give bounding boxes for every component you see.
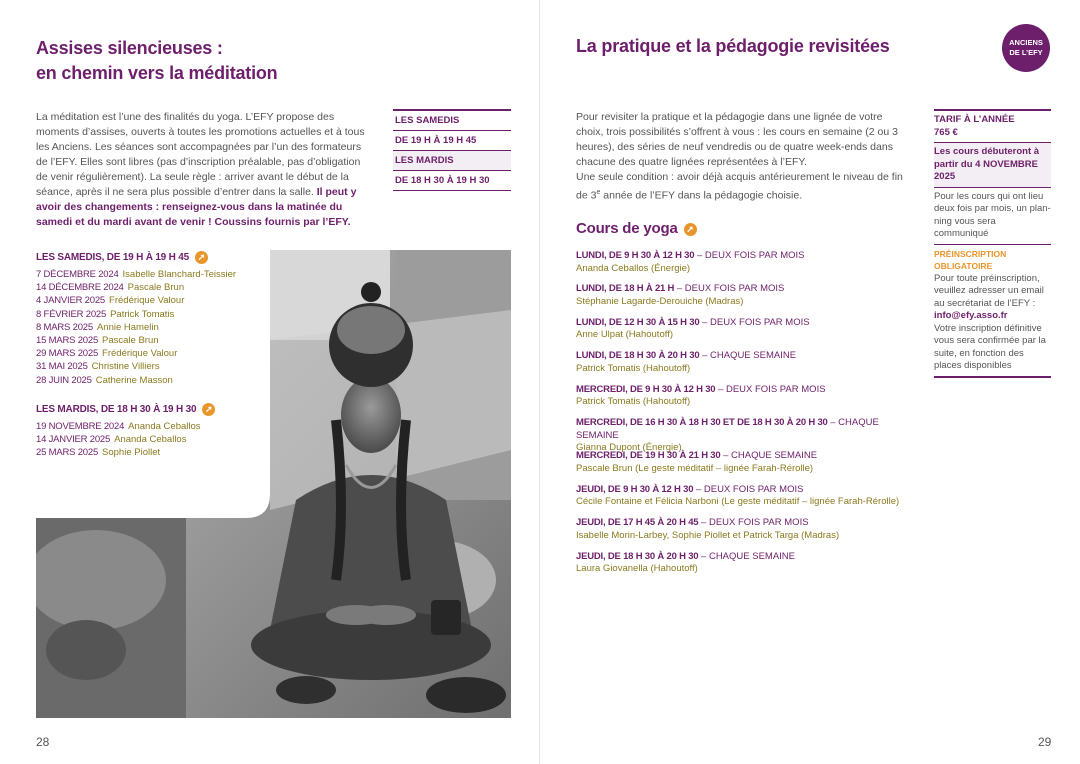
schedule-date: 8 FÉVRIER 2025 (36, 308, 107, 320)
email-link[interactable]: info@efy.asso.fr (934, 310, 1008, 321)
course-time: LUNDI, DE 12 H 30 À 15 H 30 (576, 316, 700, 328)
course-frequency: – DEUX FOIS PAR MOIS (698, 517, 809, 529)
tarif-value: 765 € (934, 126, 958, 138)
meditating-sadhu-photo (36, 250, 511, 718)
courses-heading (576, 218, 697, 240)
course-frequency: – CHAQUE SEMAINE (699, 350, 797, 362)
box-row-tuesday-time: DE 18 H 30 À 19 H 30 (393, 171, 511, 191)
course-item (576, 417, 916, 455)
course-time: JEUDI, DE 9 H 30 À 12 H 30 (576, 483, 694, 495)
schedule-teacher: Pascale Brun (127, 282, 185, 294)
course-teacher: Isabelle Morin-Larbey, Sophie Piollet et Patrick Targa (Madras) (576, 529, 840, 541)
schedule-date: 28 JUIN 2025 (36, 374, 92, 386)
course-teacher: Stéphanie Lagarde-Derouiche (Madras) (576, 295, 744, 307)
schedule-teacher: Frédérique Valour (102, 348, 178, 360)
course-time: LUNDI, DE 9 H 30 À 12 H 30 (576, 250, 695, 261)
page-number-right: 29 (1038, 735, 1052, 749)
course-item (576, 517, 916, 542)
schedule-date: 14 DÉCEMBRE 2024 (36, 282, 124, 294)
schedule-teacher: Annie Hamelin (96, 321, 159, 333)
left-warning-text: Il peut y avoir des changements : renseignez-vous dans la matinée du samedi et du mardi avant de venir ! Coussins fournis par l’EFY. (36, 186, 357, 228)
course-item (576, 317, 916, 342)
course-time: JEUDI, DE 18 H 30 À 20 H 30 (576, 550, 699, 562)
schedule-teacher: Frédérique Valour (109, 295, 185, 307)
schedule-teacher: Christine Villiers (91, 361, 160, 373)
course-time: MERCREDI, DE 9 H 30 À 12 H 30 (576, 383, 716, 395)
course-item (576, 350, 916, 375)
schedule-date: 8 MARS 2025 (36, 321, 93, 333)
left-intro-text: La méditation est l’une des finalités du yoga. L’EFY propose des moments d’assises, ouverts à toutes les promotions actuelles et à tous les Anciens. Les séances sont accompagnées par l’un des formateurs de l’EFY. Elles sont libres (pas d’inscription préalable, pas d’obligation de venir régulièrement). La seule règle : arriver avant le début de la séance, après il ne sera plus possible d’entrer dans la salle. (36, 111, 365, 198)
course-schedule (576, 450, 916, 463)
course-frequency: – CHAQUE SEMAINE (720, 450, 818, 462)
course-teacher: Ananda Ceballos (Énergie) (576, 262, 691, 274)
course-time: JEUDI, DE 17 H 45 À 20 H 45 (576, 517, 699, 529)
condition-superscript: e (596, 189, 601, 196)
course-frequency: – DEUX FOIS PAR MOIS (674, 283, 785, 295)
course-frequency: – DEUX FOIS PAR MOIS (715, 383, 826, 395)
schedule-note: Pour les cours qui ont lieu deux fois par mois, un plan-ning vous sera communiqué (934, 188, 1051, 245)
schedule-teacher: Pascale Brun (102, 335, 159, 347)
course-item (576, 484, 916, 509)
preinscription-label: PRÉINSCRIPTION OBLIGATOIRE (934, 248, 1007, 271)
condition-text-end: année de l’EFY dans la pédagogie choisie. (600, 189, 803, 202)
schedule-teacher: Catherine Masson (95, 374, 173, 386)
course-time: LUNDI, DE 18 H 30 À 20 H 30 (576, 350, 700, 362)
schedule-teacher: Ananda Ceballos (128, 421, 201, 432)
course-schedule (576, 484, 916, 497)
schedule-box (393, 109, 511, 191)
schedule-teacher: Sophie Piollet (102, 447, 161, 459)
course-time: MERCREDI, DE 19 H 30 À 21 H 30 (576, 450, 721, 462)
course-teacher: Patrick Tomatis (Hahoutoff) (576, 362, 691, 374)
schedule-date: 4 JANVIER 2025 (36, 295, 106, 307)
badge-line-2: DE L’EFY (1009, 48, 1043, 57)
course-item (576, 250, 916, 275)
saturdays-heading-text: LES SAMEDIS, DE 19 H À 19 H 45 (36, 252, 189, 264)
info-sidebar (934, 109, 1051, 378)
left-title-line-1: Assises silencieuses : (36, 38, 223, 58)
badge-line-1: ANCIENS (1009, 38, 1043, 47)
arrow-right-circle-icon[interactable]: ➚ (195, 251, 208, 264)
course-frequency: – CHAQUE SEMAINE (698, 550, 795, 562)
confirmation-text: Votre inscription définitive vous sera confirmée par la suite, en fonction des places disponibles (934, 322, 1046, 371)
page-number-left: 28 (36, 735, 50, 749)
course-schedule (576, 517, 916, 530)
course-schedule (576, 350, 916, 363)
schedule-teacher: Isabelle Blanchard-Teissier (122, 269, 237, 280)
schedule-teacher: Ananda Ceballos (114, 434, 187, 446)
course-teacher: Pascale Brun (Le geste méditatif – lignée Farah-Rérolle) (576, 462, 814, 474)
preinscription-block (934, 245, 1051, 376)
course-frequency: – DEUX FOIS PAR MOIS (699, 316, 810, 328)
course-teacher: Laura Giovanella (Hahoutoff) (576, 563, 698, 575)
schedule-date: 14 JANVIER 2025 (36, 434, 111, 446)
course-item (576, 551, 916, 576)
condition-text: Une seule condition : avoir déjà acquis antérieurement le niveau de fin de 3 (576, 171, 903, 202)
box-row-saturday-time: DE 19 H À 19 H 45 (393, 131, 511, 151)
course-teacher: Patrick Tomatis (Hahoutoff) (576, 396, 691, 408)
left-page-title (36, 36, 356, 86)
tuesdays-heading-text: LES MARDIS, DE 18 H 30 À 19 H 30 (36, 404, 197, 416)
schedule-date: 29 MARS 2025 (36, 348, 99, 360)
right-page-title: La pratique et la pédagogie revisitées (576, 36, 890, 56)
preinscription-text: Pour toute préinscription, veuillez adresser un email au secrétariat de l’EFY : (934, 272, 1044, 309)
page-divider (539, 0, 540, 764)
course-frequency: – DEUX FOIS PAR MOIS (694, 250, 805, 261)
schedule-date: 31 MAI 2025 (36, 361, 88, 373)
course-schedule (576, 317, 916, 330)
arrow-right-circle-icon[interactable]: ➚ (202, 403, 215, 416)
anciens-badge (1002, 24, 1050, 72)
course-item (576, 283, 916, 308)
course-schedule (576, 283, 916, 296)
tarif-label: TARIF À L’ANNÉE (934, 114, 1015, 125)
schedule-date: 25 MARS 2025 (36, 447, 99, 459)
course-schedule (576, 250, 916, 263)
course-time: LUNDI, DE 18 H À 21 H (576, 283, 675, 295)
course-teacher: Gianna Dupont (Énergie) (576, 442, 682, 454)
schedule-date: 7 DÉCEMBRE 2024 (36, 269, 119, 280)
schedule-teacher: Patrick Tomatis (110, 308, 175, 320)
course-item (576, 450, 916, 475)
box-row-saturdays: LES SAMEDIS (393, 111, 511, 131)
course-schedule (576, 551, 916, 564)
start-date-text: Les cours débuteront à partir du 4 NOVEMBRE 2025 (934, 142, 1051, 188)
left-intro (36, 110, 368, 230)
course-item (576, 384, 916, 409)
course-teacher: Cécile Fontaine et Félicia Narboni (Le geste méditatif – lignée Farah-Rérolle) (576, 496, 900, 508)
right-intro-text: Pour revisiter la pratique et la pédagogie dans une lignée de votre choix, trois possibilités s’offrent à vous : les cours en semaine (2 ou 3 heures), des séries de neuf vendredis ou de quatre week-ends dans chacune des quatre lignées représentées à l’EFY. (576, 111, 898, 168)
arrow-right-circle-icon[interactable]: ➚ (684, 223, 697, 236)
schedule-date: 15 MARS 2025 (36, 335, 99, 347)
course-time: MERCREDI, DE 16 H 30 À 18 H 30 ET DE 18 H 30 À 20 H 30 (576, 417, 828, 428)
schedule-date: 19 NOVEMBRE 2024 (36, 421, 125, 432)
course-schedule (576, 417, 916, 442)
box-row-tuesdays: LES MARDIS (393, 151, 511, 171)
courses-heading-text: Cours de yoga (576, 220, 678, 237)
left-title-line-2: en chemin vers la méditation (36, 63, 278, 83)
course-teacher: Anne Ulpat (Hahoutoff) (576, 329, 673, 341)
tarif-block (934, 111, 1051, 142)
course-frequency: – CHAQUE SEMAINE (576, 417, 879, 441)
course-frequency: – DEUX FOIS PAR MOIS (693, 483, 804, 495)
right-intro (576, 110, 908, 204)
course-schedule (576, 384, 916, 397)
